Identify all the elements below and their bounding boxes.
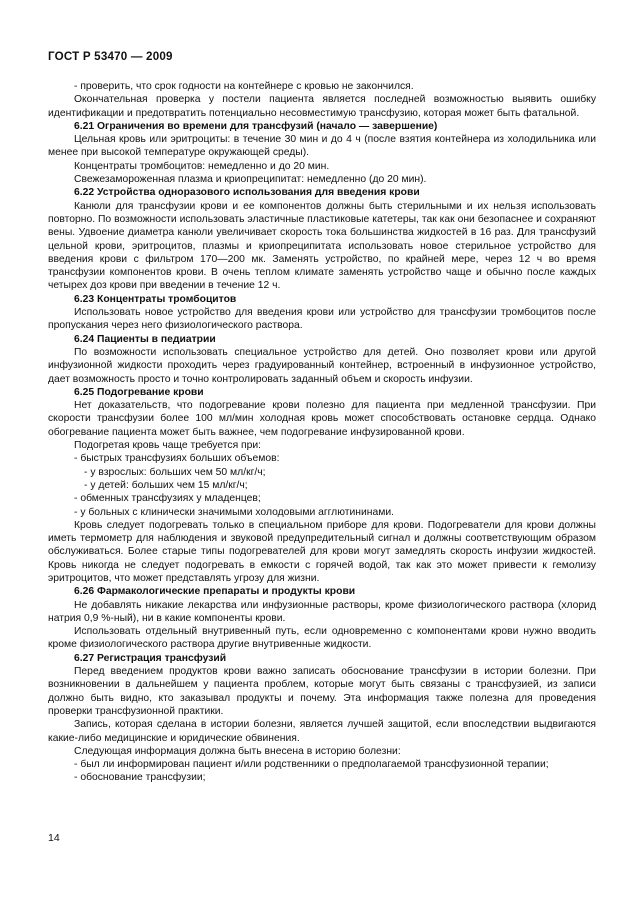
paragraph: По возможности использовать специальное устройство для детей. Оно позволяет крови или другой инфузионной жидкости проходить через градуированный контейнер, встроенный в инфузионное устройство, дает возможность просто и точно контролировать заданный объем и скорость инфузии. xyxy=(48,346,596,385)
paragraph: Подогретая кровь чаще требуется при: xyxy=(74,440,262,452)
section-heading: 6.24 Пациенты в педиатрии xyxy=(74,333,216,345)
list-item: - был ли информирован пациент и/или родственники о предполагаемой трансфузионной терапии; xyxy=(74,759,549,771)
paragraph: Концентраты тромбоцитов: немедленно и до 20 мин. xyxy=(74,160,330,172)
section-heading: 6.21 Ограничения во времени для трансфузий (начало — завершение) xyxy=(74,120,438,132)
section-heading: 6.23 Концентраты тромбоцитов xyxy=(74,293,237,305)
paragraph: Следующая информация должна быть внесена в историю болезни: xyxy=(74,745,401,757)
document-header: ГОСТ Р 53470 — 2009 xyxy=(48,50,173,63)
paragraph: Не добавлять никакие лекарства или инфузионные растворы, кроме физиологического раствора (хлорид натрия 0,9 %-ный), ни в какие компоненты крови. xyxy=(48,599,596,624)
paragraph: Свежезамороженная плазма и криопреципитат: немедленно (до 20 мин). xyxy=(74,174,427,186)
list-item: - быстрых трансфузиях больших объемов: xyxy=(74,453,280,465)
list-item: - у больных с клинически значимыми холодовыми агглютининами. xyxy=(74,506,394,518)
section-heading: 6.22 Устройства одноразового использования для введения крови xyxy=(74,187,420,199)
list-item: - обоснование трансфузии; xyxy=(74,772,206,784)
paragraph: Использовать новое устройство для введения крови или устройство для трансфузии тромбоцитов после пропускания через него физиологического раствора. xyxy=(48,307,596,332)
sub-list-item: - у взрослых: больших чем 50 мл/кг/ч; xyxy=(84,466,266,478)
page-number: 14 xyxy=(48,832,60,844)
section-heading: 6.26 Фармакологические препараты и продукты крови xyxy=(74,586,356,598)
paragraph: Перед введением продуктов крови важно записать обоснование трансфузии в истории болезни. При возникновении в дальнейшем у пациента проблем, которые могут быть связаны с трансфузией, из записи должно быть видно, кто заказывал продукты и почему. Эта информация также полезна для проведения проверки трансфузионной практики. xyxy=(48,666,596,717)
paragraph: Нет доказательств, что подогревание крови полезно для пациента при медленной трансфузии. При скорости трансфузии более 100 мл/мин холодная кровь может способствовать остановке сердца. Однако обогревание пациента может быть важнее, чем подогревание инфузированной крови. xyxy=(48,400,596,438)
sub-list-item: - у детей: больших чем 15 мл/кг/ч; xyxy=(84,479,248,491)
paragraph: Цельная кровь или эритроциты: в течение 30 мин и до 4 ч (после взятия контейнера из холодильника или менее при высокой температуре окружающей среды). xyxy=(48,134,596,159)
paragraph: Канюли для трансфузии крови и ее компонентов должны быть стерильными и их нельзя использовать повторно. По возможности использовать эластичные пластиковые катетеры, так как они безопаснее и сохраняют вены. Удвоение диаметра канюли увеличивает скорость тока большинства жидкостей в 16 раз. Для трансфузий цельной крови, эритроцитов, плазмы и криопреципитата использовать новое стерильное устройство для введения крови с фильтром 170—200 мк. Заменять устройство, по крайней мере, через 12 ч во время трансфузии компонентов крови. В очень теплом климате заменять устройство чаще и обычно после каждых четырех доз крови при введении в течение 12 ч. xyxy=(48,200,596,292)
section-heading: 6.27 Регистрация трансфузий xyxy=(74,652,227,664)
paragraph: Запись, которая сделана в истории болезни, является лучшей защитой, если впоследствии выдвигаются какие-либо медицинские и юридические обвинения. xyxy=(48,719,596,744)
paragraph: Использовать отдельный внутривенный путь, если одновременно с компонентами крови нужно вводить кроме физиологического раствора другие внутривенные жидкости. xyxy=(48,626,596,651)
paragraph: Кровь следует подогревать только в специальном приборе для крови. Подогреватели для крови должны иметь термометр для наблюдения и звуковой предупредительный сигнал и должны соответствующим образом обслуживаться. Более старые типы подогревателей для крови могут замедлять скорость инфузии жидкостей. Кровь никогда не следует подогревать в емкости с горячей водой, так как это может привести к гемолизу эритроцитов, что может представлять угрозу для жизни. xyxy=(48,519,596,584)
section-heading: 6.25 Подогревание крови xyxy=(74,386,204,398)
list-item: - обменных трансфузиях у младенцев; xyxy=(74,493,261,505)
list-item: - проверить, что срок годности на контейнере с кровью не закончился. xyxy=(74,81,414,92)
paragraph: Окончательная проверка у постели пациента является последней возможностью выявить ошибку идентификации и предотвратить потенциально несовместимую трансфузию, которая может быть фатальной. xyxy=(48,94,596,119)
document-body xyxy=(48,80,596,785)
